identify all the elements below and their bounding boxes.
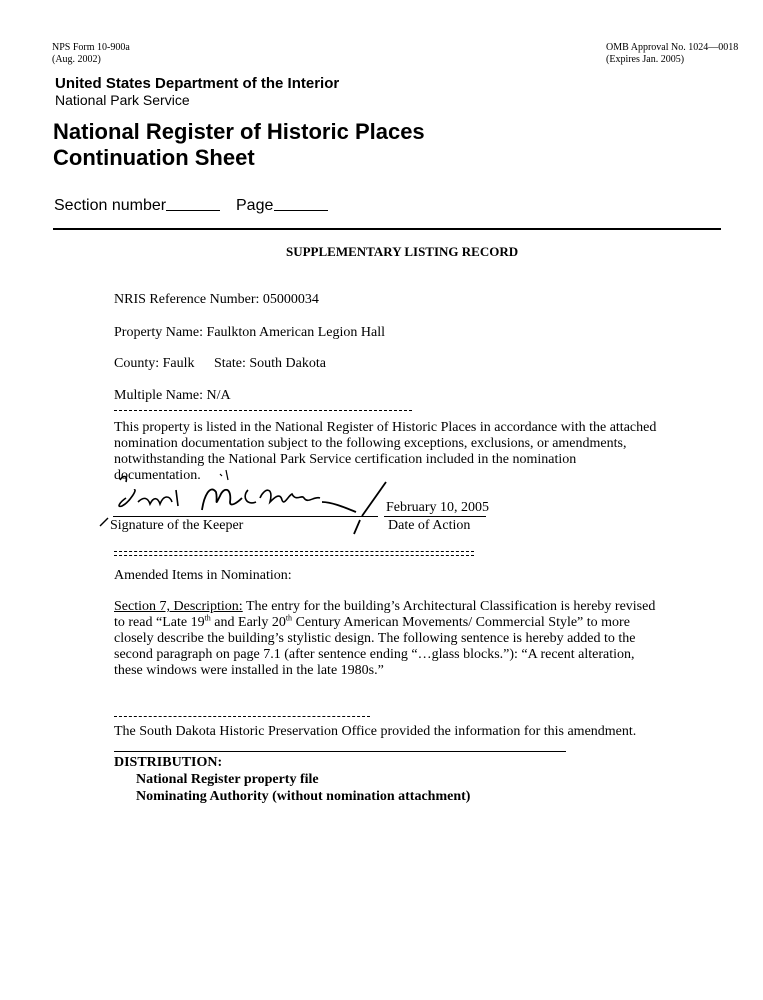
page-number-line — [274, 210, 328, 211]
county: County: Faulk — [114, 356, 195, 371]
action-date-label: Date of Action — [388, 518, 471, 533]
distribution-item: Nominating Authority (without nomination attachment) — [136, 789, 471, 804]
amended-heading: Amended Items in Nomination: — [114, 568, 292, 583]
property-name: Property Name: Faulkton American Legion Hall — [114, 325, 385, 340]
amendment-section-link: Section 7, Description: — [114, 599, 243, 614]
omb-expires: (Expires Jan. 2005) — [606, 54, 685, 65]
signature-line — [113, 516, 378, 517]
amendment-line — [114, 599, 655, 615]
amendment-text: The entry for the building’s Architectural Classification is hereby revised — [242, 599, 656, 614]
double-separator-bottom — [114, 555, 474, 556]
shpo-note: The South Dakota Historic Preservation Office provided the information for this amendment. — [114, 724, 637, 739]
dashed-separator — [114, 716, 370, 717]
listing-text-line: notwithstanding the National Park Service certification included in the nomination — [114, 452, 577, 467]
page-subtitle: Continuation Sheet — [53, 145, 255, 170]
dashed-separator — [114, 410, 412, 411]
amendment-text: and Early 20 — [210, 615, 286, 630]
department: United States Department of the Interior — [55, 75, 340, 92]
state: State: South Dakota — [214, 356, 326, 371]
listing-text-line: documentation. — [114, 468, 201, 483]
listing-text-line: This property is listed in the National Register of Historic Places in accordance with the attached — [114, 420, 657, 435]
signature-text: Linda McClelland — [98, 468, 106, 469]
multiple-name: Multiple Name: N/A — [114, 388, 231, 403]
amendment-line: closely describe the building’s stylistic design. The following sentence is hereby added to the — [114, 631, 636, 646]
amendment-line: second paragraph on page 7.1 (after sentence ending “…glass blocks.”): “A recent alteration, — [114, 647, 635, 662]
nris-reference: NRIS Reference Number: 05000034 — [114, 292, 319, 307]
agency: National Park Service — [55, 92, 190, 108]
listing-text-line: nomination documentation subject to the following exceptions, exclusions, or amendments, — [114, 436, 627, 451]
distribution-item: National Register property file — [136, 772, 319, 787]
action-date: February 10, 2005 — [386, 500, 490, 515]
ordinal-suffix: th — [204, 613, 211, 623]
amendment-line: these windows were installed in the late 1980s.” — [114, 663, 384, 678]
page-title: National Register of Historic Places — [53, 119, 425, 144]
distribution-heading: DISTRIBUTION: — [114, 755, 223, 770]
section-number-line — [166, 210, 220, 211]
ordinal-suffix: th — [285, 613, 293, 623]
header-rule — [53, 228, 721, 230]
form-number: NPS Form 10-900a — [52, 42, 130, 53]
page-label: Page — [236, 197, 274, 214]
date-line — [384, 516, 486, 517]
omb-approval: OMB Approval No. 1024—0018 — [606, 42, 739, 53]
amendment-line — [114, 615, 630, 631]
amendment-text: to read “Late 19 — [114, 615, 205, 630]
double-separator-top — [114, 551, 474, 552]
amendment-text: Century American Movements/ Commercial Style” to more — [292, 615, 630, 630]
distribution-rule — [114, 751, 566, 752]
section-number-label: Section number — [54, 197, 167, 214]
signature-label: Signature of the Keeper — [110, 518, 244, 533]
form-date: (Aug. 2002) — [52, 54, 101, 65]
record-heading: SUPPLEMENTARY LISTING RECORD — [286, 244, 519, 259]
